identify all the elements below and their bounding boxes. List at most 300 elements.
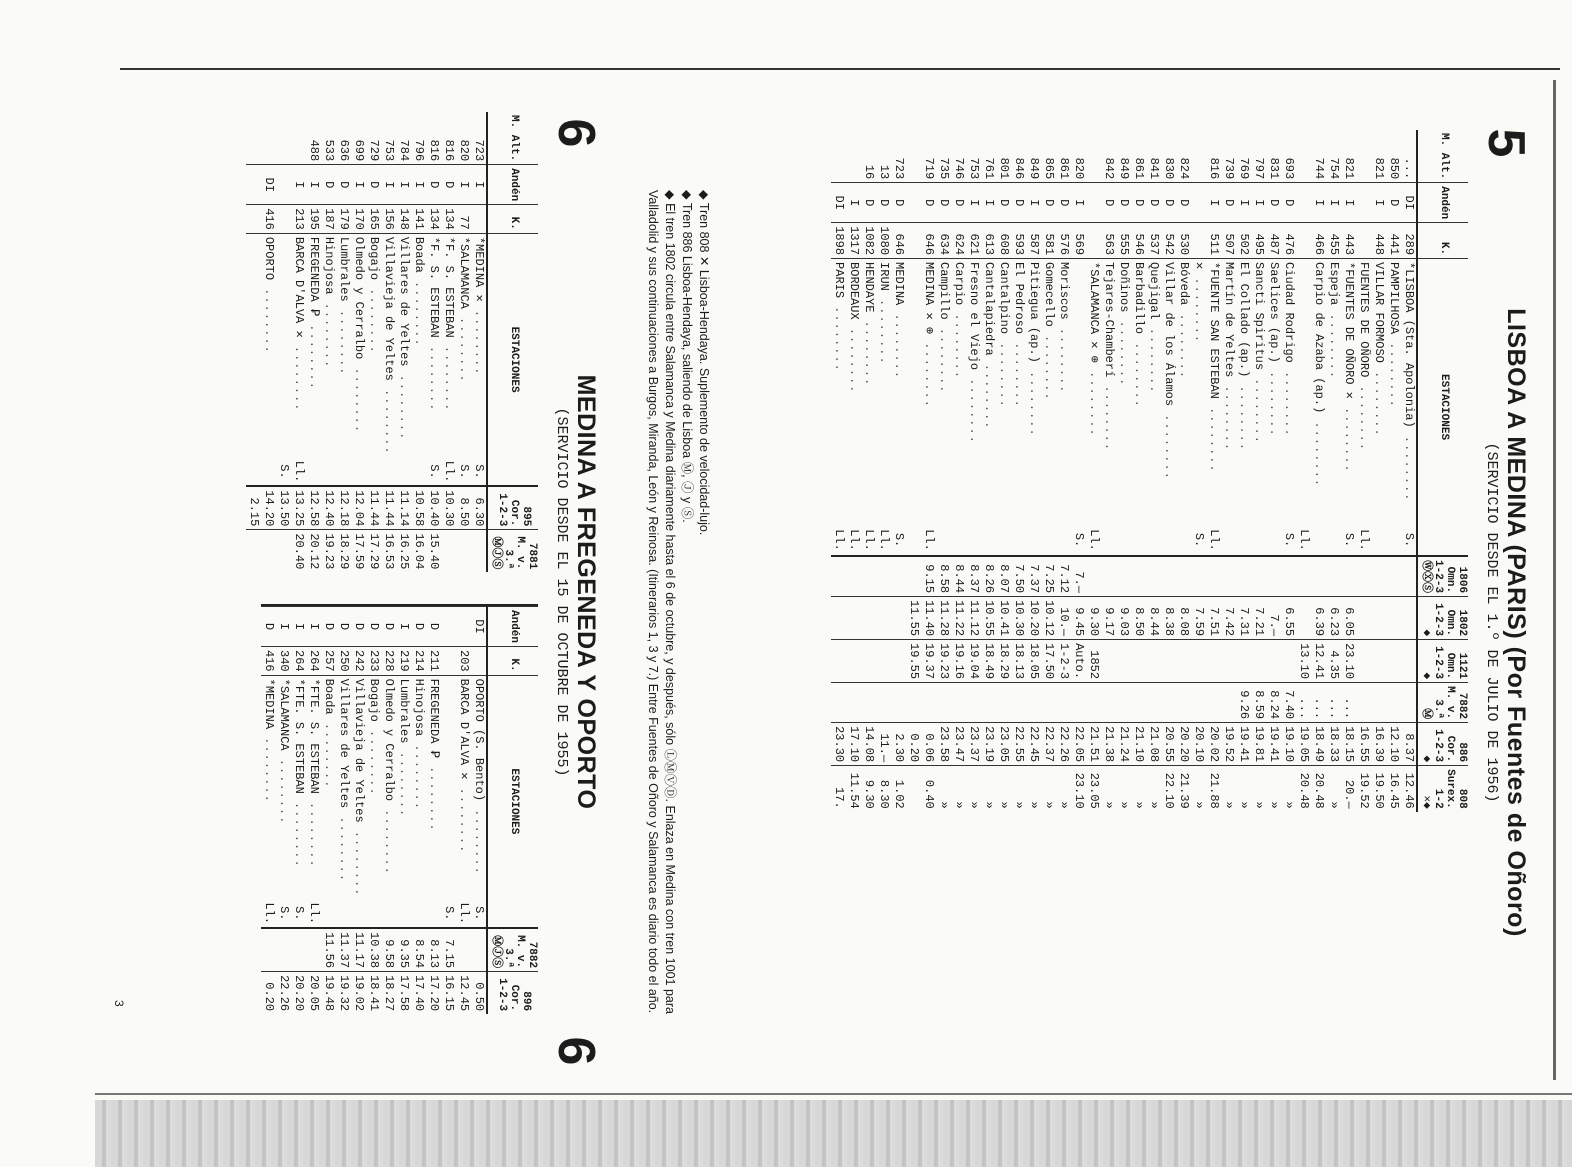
km-cell: 134 — [441, 205, 456, 234]
time-cell: 10.38 — [366, 928, 381, 972]
arr-dep-cell: Ll. — [442, 460, 456, 483]
station-cell — [1146, 259, 1161, 526]
time-cell: ... — [1311, 683, 1326, 723]
time-cell: 18.29 — [996, 640, 1011, 683]
km-cell: 634 — [936, 223, 951, 259]
time-cell — [1386, 556, 1401, 597]
time-cell — [1386, 683, 1401, 723]
arr-dep-cell — [396, 899, 411, 928]
arr-dep-cell: S. — [277, 906, 291, 921]
station-name: Doñinos — [1117, 262, 1131, 313]
time-cell — [1371, 640, 1386, 683]
km-cell: 455 — [1326, 223, 1341, 259]
arr-dep-cell — [381, 458, 396, 487]
km-cell — [471, 647, 487, 676]
time-cell — [831, 556, 846, 597]
timetable-6-subtitle: (SERVICIO DESDE EL 15 DE OCTUBRE DE 1955) — [553, 407, 570, 777]
km-cell: 156 — [381, 205, 396, 234]
station-cell — [306, 233, 321, 457]
platform-cell — [906, 183, 921, 223]
station-name: MEDINA ✕ ⊕ — [922, 262, 936, 335]
time-cell: 4.35 — [1326, 640, 1341, 683]
t6-out-row — [426, 112, 441, 572]
time-cell: 7.— — [1266, 597, 1281, 640]
time-cell: 21.08 — [1146, 723, 1161, 766]
station-name: FUENTES DE OÑORO — [1357, 262, 1371, 378]
train-number: 7881 — [526, 542, 538, 570]
km-cell: 1898 — [831, 223, 846, 259]
km-cell — [1191, 223, 1206, 259]
station-cell — [1251, 259, 1266, 526]
arr-dep-cell: S. — [1072, 532, 1086, 548]
platform-cell: D — [366, 165, 381, 205]
time-cell: 23.30 — [831, 723, 846, 766]
km-cell: 646 — [891, 223, 906, 259]
time-cell: 7.21 — [1251, 597, 1266, 640]
t5-train-header — [1417, 723, 1468, 766]
time-cell: 10.12 — [1041, 597, 1056, 640]
km-cell: 495 — [1251, 223, 1266, 259]
time-cell — [891, 640, 906, 683]
platform-cell: DI — [471, 607, 487, 647]
arr-dep-cell — [411, 899, 426, 928]
time-cell — [1221, 683, 1236, 723]
time-cell: 8.08 — [1176, 597, 1191, 640]
station-cell — [1401, 259, 1417, 526]
time-cell — [1116, 683, 1131, 723]
km-cell: 148 — [396, 205, 411, 234]
time-cell: 7.40 — [1281, 683, 1296, 723]
time-cell: 11.12 — [966, 597, 981, 640]
time-cell: 12.10 — [1386, 723, 1401, 766]
arr-dep-cell — [981, 525, 996, 556]
t6-out-row — [456, 112, 471, 572]
time-cell: 18.13 — [1011, 640, 1026, 683]
km-cell: 141 — [411, 205, 426, 234]
km-header: K. — [487, 647, 538, 676]
station-name: Campillo — [937, 262, 951, 320]
station-cell — [1161, 259, 1176, 526]
leader-dots: ........ — [1192, 269, 1206, 344]
station-cell — [321, 233, 336, 457]
altitude-cell: 797 — [1252, 157, 1266, 180]
time-cell: 17.40 — [411, 972, 426, 1015]
station-cell — [381, 675, 396, 899]
station-name: Pitiegua (ap.) — [1027, 262, 1041, 363]
station-cell — [1101, 259, 1116, 526]
station-cell — [1056, 259, 1071, 526]
station-cell — [1011, 259, 1026, 526]
leader-dots: ........ — [1237, 377, 1251, 452]
t5-row — [1056, 130, 1071, 812]
station-name: HENDAYE — [862, 262, 876, 313]
t5-note: ◆ El tren 1802 circula entre Salamanca y Medina diariamente hasta el 6 de octubre, y después, sólo ⓁⓂⓋⒹ. Enlaza en Medina con tren 1001 para Valladolid y sus continuaciones a Burgos, Miranda, León y Reinosa. (Itinerarios 1, 3 y 7.) Entre Fuentes de Oñoro y Salamanca es diario todo el año. — [646, 190, 677, 1014]
arr-dep-cell — [996, 525, 1011, 556]
t6-ret-row — [396, 607, 411, 1015]
t6-ret-row — [321, 607, 336, 1015]
station-cell — [936, 259, 951, 526]
time-cell: 7.37 — [1026, 556, 1041, 597]
time-cell: 18.49 — [981, 640, 996, 683]
time-cell — [1401, 640, 1417, 683]
leader-dots: ........ — [1327, 305, 1341, 380]
arr-dep-cell — [261, 458, 276, 487]
time-cell — [876, 597, 891, 640]
altitude-cell: 739 — [1222, 157, 1236, 180]
train-number: 896 — [520, 991, 532, 1012]
time-cell: 18.27 — [381, 972, 396, 1015]
arr-dep-cell — [336, 458, 351, 487]
timetable-6-panel — [160, 112, 605, 1072]
time-cell — [861, 683, 876, 723]
time-cell — [1026, 683, 1041, 723]
altitude-cell: 723 — [472, 139, 486, 162]
km-cell: 213 — [291, 205, 306, 234]
train-number: 895 — [520, 506, 532, 527]
station-cell — [1311, 259, 1326, 526]
arr-dep-cell: S. — [292, 906, 306, 921]
station-name: VILLAR FORMOSO — [1372, 262, 1386, 363]
time-cell — [1206, 640, 1221, 683]
t5-row — [966, 130, 981, 812]
t5-row — [1266, 130, 1281, 812]
time-cell — [1116, 640, 1131, 683]
train-class: 1-2-3 — [1432, 603, 1444, 637]
time-cell — [291, 928, 306, 972]
train-class: 1-2-3 — [496, 978, 508, 1012]
time-cell: 16.39 — [1371, 723, 1386, 766]
time-cell: 19.41 — [1236, 723, 1251, 766]
t5-row — [1311, 130, 1326, 812]
time-cell: 8.44 — [1146, 597, 1161, 640]
arr-dep-cell — [1041, 525, 1056, 556]
time-cell: 16.04 — [411, 530, 426, 573]
station-name: *MEDINA — [262, 678, 276, 730]
time-cell — [1356, 556, 1371, 597]
station-cell — [381, 233, 396, 457]
arr-dep-cell: S. — [1402, 532, 1416, 548]
time-cell: » — [951, 766, 966, 812]
time-cell: 9.26 — [1236, 683, 1251, 723]
km-cell — [471, 205, 487, 234]
time-cell: 19.48 — [321, 972, 336, 1015]
station-name: OPORTO — [262, 236, 276, 281]
time-cell: 11.14 — [396, 486, 411, 530]
time-cell: 19.52 — [1356, 766, 1371, 812]
arr-dep-cell: S. — [1192, 532, 1206, 548]
platform-cell: D — [1281, 183, 1296, 223]
km-cell: 340 — [276, 647, 291, 676]
arr-dep-cell: S. — [442, 906, 456, 921]
time-cell — [966, 683, 981, 723]
km-cell: 264 — [291, 647, 306, 676]
time-cell: 19.81 — [1251, 723, 1266, 766]
altitude-cell — [831, 130, 846, 183]
time-cell — [1356, 640, 1371, 683]
t5-row — [1146, 130, 1161, 812]
arr-dep-cell — [1251, 525, 1266, 556]
arr-dep-cell: S. — [457, 464, 471, 479]
time-cell — [1311, 556, 1326, 597]
time-cell: 20.— — [1341, 766, 1356, 812]
t5-row — [951, 130, 966, 812]
time-cell: 10.30 — [441, 486, 456, 530]
time-cell — [261, 928, 276, 972]
time-cell: 8.13 — [426, 928, 441, 972]
leader-dots: ........ — [1222, 377, 1236, 452]
station-name: El Pedroso — [1012, 262, 1026, 335]
time-cell: 19.02 — [351, 972, 366, 1015]
time-cell — [1401, 556, 1417, 597]
platform-cell: D — [861, 183, 876, 223]
timetable-5-title: LISBOA A MEDINA (PARIS) (Por Fuentes de Oñoro) — [1502, 308, 1530, 937]
t5-row — [1341, 130, 1356, 812]
time-cell — [441, 530, 456, 573]
timetable-5-subtitle: (SERVICIO DESDE EL 1.º DE JULIO DE 1956) — [1483, 442, 1500, 803]
time-cell — [876, 640, 891, 683]
altitude-header: M. Alt. — [1417, 130, 1468, 183]
time-cell — [831, 597, 846, 640]
time-cell: 16.45 — [1386, 766, 1401, 812]
platform-cell: D — [891, 183, 906, 223]
station-cell — [261, 233, 276, 457]
t6-ret-train-header — [487, 972, 538, 1015]
platform-cell: D — [321, 165, 336, 205]
station-cell — [1356, 259, 1371, 526]
arr-dep-cell — [951, 525, 966, 556]
time-cell — [1326, 556, 1341, 597]
time-cell — [1281, 556, 1296, 597]
arr-dep-cell: Ll. — [862, 529, 876, 551]
leader-dots: ........ — [862, 312, 876, 387]
time-cell: 22.37 — [1041, 723, 1056, 766]
time-cell: 2.15 — [246, 486, 261, 530]
arr-dep-cell: S. — [1342, 532, 1356, 548]
t5-row — [936, 130, 951, 812]
time-cell: 12.41 — [1311, 640, 1326, 683]
time-cell: 1-2-3 — [1056, 640, 1071, 683]
platform-cell: D — [1221, 183, 1236, 223]
t6-ret-row — [441, 607, 456, 1015]
time-cell: 19.10 — [1281, 723, 1296, 766]
altitude-cell: 831 — [1267, 157, 1281, 180]
time-cell: 17.29 — [366, 530, 381, 573]
station-cell — [351, 233, 366, 457]
station-cell — [1236, 259, 1251, 526]
time-cell: 12.46 — [1401, 766, 1417, 812]
time-cell: 8.30 — [876, 766, 891, 812]
station-cell — [471, 233, 487, 457]
station-name: *MEDINA ✕ — [472, 236, 486, 302]
leader-dots: ........ — [262, 280, 276, 354]
station-cell — [966, 259, 981, 526]
time-cell: 9.15 — [921, 556, 936, 597]
t5-row — [891, 130, 906, 812]
t6-out-row — [336, 112, 351, 572]
train-days-icon: ◆ — [1420, 755, 1432, 763]
t6-out-row — [381, 112, 396, 572]
time-cell — [951, 683, 966, 723]
time-cell: 6.55 — [1281, 597, 1296, 640]
t5-row — [1161, 130, 1176, 812]
arr-dep-cell: Ll. — [847, 529, 861, 551]
top-rule — [120, 68, 1560, 70]
time-cell — [1251, 640, 1266, 683]
time-cell: 14.08 — [861, 723, 876, 766]
time-cell: 6.23 — [1326, 597, 1341, 640]
train-days-icon: Ⓜ — [1420, 708, 1432, 720]
time-cell — [1056, 683, 1071, 723]
t5-row — [831, 130, 846, 812]
time-cell: 8.50 — [456, 486, 471, 530]
altitude-cell: 849 — [1117, 157, 1131, 180]
train-class: M. v. — [514, 536, 526, 570]
time-cell: 23.19 — [981, 723, 996, 766]
platform-cell: I — [1326, 183, 1341, 223]
time-cell — [1191, 640, 1206, 683]
time-cell: 9.58 — [381, 928, 396, 972]
station-cell — [366, 675, 381, 899]
stations-header: ESTACIONES — [487, 675, 538, 928]
time-cell — [1146, 640, 1161, 683]
station-name: Gomecello — [1042, 262, 1056, 327]
time-cell: 20.05 — [306, 972, 321, 1015]
train-days-icon: ⓌⓍⓈ — [1420, 560, 1432, 594]
time-cell: 13.10 — [1296, 640, 1311, 683]
t5-row — [846, 130, 861, 812]
t6-ret-row — [366, 607, 381, 1015]
km-cell: 613 — [981, 223, 996, 259]
t6-ret-row — [351, 607, 366, 1015]
station-name: Villavieja de Yeltes — [352, 678, 366, 823]
station-name: FREGENEDA Ꝑ — [307, 236, 321, 317]
t5-train-header — [1417, 556, 1468, 597]
time-cell — [1176, 640, 1191, 683]
timetable-6-header — [553, 172, 600, 1012]
train-class: 1-2-3 — [1432, 646, 1444, 680]
platform-cell: DI — [261, 165, 276, 205]
time-cell: 21.51 — [1086, 723, 1101, 766]
arr-dep-cell — [1221, 525, 1236, 556]
time-cell: 11.— — [876, 723, 891, 766]
leader-dots: ........ — [922, 334, 936, 408]
t6-ret-train-header — [487, 928, 538, 972]
train-class: Omn. — [1444, 652, 1456, 680]
time-cell: 19.37 — [921, 640, 936, 683]
km-cell: 257 — [321, 647, 336, 676]
leader-dots: ........ — [892, 305, 906, 380]
station-name: Hinojosa — [322, 236, 336, 295]
time-cell: 17. — [831, 766, 846, 812]
time-cell: » — [1146, 766, 1161, 812]
time-cell: 11.22 — [951, 597, 966, 640]
station-name: Ciudad Rodrigo — [1282, 262, 1296, 363]
station-cell — [276, 675, 291, 899]
leader-dots: ........ — [937, 319, 951, 394]
time-cell: 20.02 — [1206, 723, 1221, 766]
platform-cell: I — [1371, 183, 1386, 223]
arr-dep-cell: Ll. — [1297, 529, 1311, 551]
platform-cell: D — [1041, 183, 1056, 223]
time-cell: 21.39 — [1176, 766, 1191, 812]
time-cell: 22.26 — [1056, 723, 1071, 766]
platform-cell — [246, 165, 261, 205]
time-cell — [1401, 683, 1417, 723]
time-cell: Auto. — [1071, 640, 1086, 683]
time-cell: » — [1251, 766, 1266, 812]
station-cell — [411, 675, 426, 899]
time-cell: 20.48 — [1311, 766, 1326, 812]
arr-dep-cell — [1011, 525, 1026, 556]
time-cell: 8.54 — [411, 928, 426, 972]
station-name: Cantalpino — [997, 262, 1011, 335]
time-cell: 8.58 — [936, 556, 951, 597]
station-cell — [426, 675, 441, 899]
station-cell — [906, 259, 921, 526]
time-cell: 7.31 — [1236, 597, 1251, 640]
km-cell — [1086, 223, 1101, 259]
station-cell — [396, 233, 411, 457]
t5-row — [906, 130, 921, 812]
time-cell: 17.58 — [396, 972, 411, 1015]
train-number: 1802 — [1456, 609, 1468, 637]
altitude-cell: 820 — [457, 139, 471, 162]
altitude-cell: 841 — [1147, 157, 1161, 180]
station-cell — [366, 233, 381, 457]
platform-cell: D — [876, 183, 891, 223]
station-cell — [411, 233, 426, 457]
arr-dep-cell: Ll. — [877, 529, 891, 551]
time-cell: 19.50 — [1371, 766, 1386, 812]
altitude-cell — [1086, 130, 1101, 183]
leader-dots: ........ — [307, 316, 321, 390]
km-cell: 219 — [396, 647, 411, 676]
leader-dots: ........ — [1057, 319, 1071, 394]
leader-dots: ........ — [1162, 406, 1176, 480]
leader-dots: ........ — [397, 743, 411, 818]
station-name: BARCA D'ALVA ✕ — [292, 236, 306, 338]
station-name: Cantalapiedra — [982, 262, 996, 356]
altitude-cell — [906, 130, 921, 183]
timetable-6-table-return — [261, 606, 538, 1014]
platform-cell: DI — [831, 183, 846, 223]
t5-row — [1041, 130, 1056, 812]
time-cell: 7.25 — [1041, 556, 1056, 597]
time-cell: » — [936, 766, 951, 812]
time-cell: 7.51 — [1206, 597, 1221, 640]
time-cell — [246, 530, 261, 573]
station-cell — [1326, 259, 1341, 526]
time-cell: 6.30 — [471, 486, 487, 530]
station-cell — [1341, 259, 1356, 526]
altitude-cell: 824 — [1177, 157, 1191, 180]
time-cell — [1131, 683, 1146, 723]
altitude-cell — [246, 112, 261, 165]
station-name: *FTE. S. ESTEBAN — [292, 678, 306, 794]
time-cell: 21.10 — [1131, 723, 1146, 766]
platform-cell: D — [411, 607, 426, 647]
arr-dep-cell: Ll. — [1087, 529, 1101, 551]
time-cell — [1131, 556, 1146, 597]
leader-dots: ........ — [1252, 370, 1266, 444]
t5-train-header — [1417, 683, 1468, 723]
timetable-5-number: 5 — [1477, 128, 1535, 158]
station-cell — [471, 675, 487, 899]
time-cell: 21.88 — [1206, 766, 1221, 812]
altitude-cell — [291, 112, 306, 165]
time-cell — [1266, 640, 1281, 683]
station-cell — [1386, 259, 1401, 526]
